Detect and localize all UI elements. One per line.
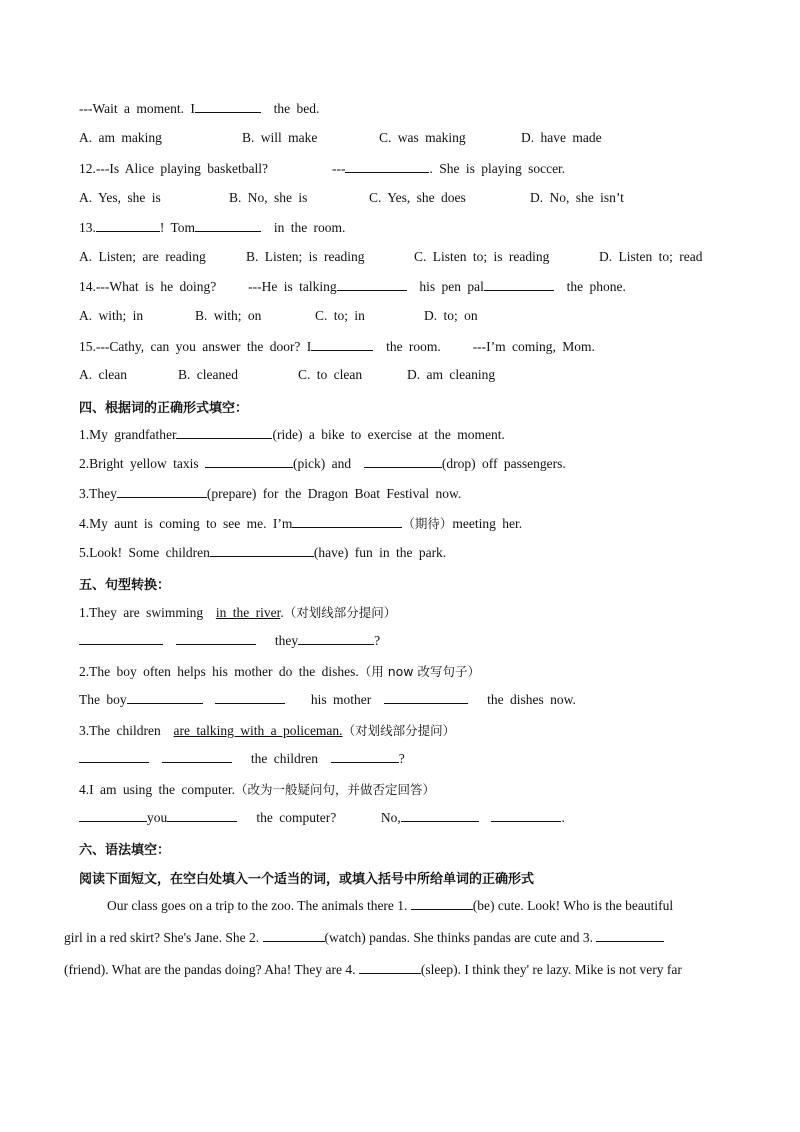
passage-text: (watch) pandas. She thinks pandas are cute and 3. [324,930,597,945]
answer-blank [162,750,232,763]
answer-blank [359,961,421,974]
option-c: C. to; in [315,308,365,323]
answer-blank [79,809,147,822]
section-5-answer-3 [79,750,405,767]
section-5-title: 五、句型转换： [79,578,171,593]
option-c: C. Listen to; is reading [414,249,550,264]
answer-blank [79,750,149,763]
answer-text: the computer? [256,810,337,825]
option-d: D. Listen to; read [599,249,703,264]
section-4-item-1 [79,426,505,443]
answer-blank [176,426,272,439]
answer-blank [596,929,664,942]
underlined-text: in the river [215,605,281,620]
option-b: B. No, she is [229,190,308,205]
section-5-answer-2 [79,691,576,708]
item-text: 4.My aunt is coming to see me. I’m [79,516,293,531]
passage-text: (sleep). I think they' re lazy. Mike is not very far [420,962,682,977]
answer-text: they [274,633,299,648]
answer-blank [127,691,203,704]
sentence-text: 4.I am using the computer. [79,782,235,797]
answer-blank [384,691,468,704]
section-4-title: 四、根据词的正确形式填空： [79,401,249,416]
answer-text: the dishes now. [487,692,576,707]
section-6-instruction: 阅读下面短文，在空白处填入一个适当的词，或填入括号中所给单词的正确形式 [79,872,535,887]
passage-text: Our class goes on a trip to the zoo. The animals there 1. [107,898,411,913]
answer-blank [96,219,160,232]
answer-text: No, [380,810,401,825]
answer-blank [215,691,285,704]
answer-blank [298,632,374,645]
option-a: A. am making [79,130,162,145]
item-text: meeting her. [452,516,523,531]
answer-text: . [561,810,565,825]
answer-blank [364,455,442,468]
instruction-note: （改为一般疑问句，并做否定回答） [234,782,435,797]
question-15-stem [79,338,595,355]
answer-text: ? [398,751,405,766]
answer-text: The boy [79,692,127,707]
sentence-text: 2.The boy often helps his mother do the dishes. [79,664,359,679]
answer-blank [345,160,429,173]
item-text: 5.Look! Some children [79,545,210,560]
option-d: D. to; on [424,308,478,323]
section-5-answer-4 [79,809,565,826]
answer-blank [331,750,399,763]
section-4-item-3 [79,485,461,502]
section-5-sentence-2 [79,662,480,680]
section-6-title: 六、语法填空： [79,843,171,858]
answer-blank [195,100,261,113]
instruction-note: （对划线部分提问） [342,723,456,738]
q11-text-a: ---Wait a moment. I [79,101,195,116]
q15-text-b: the room. [386,339,441,354]
option-a: A. Yes, she is [79,190,161,205]
item-text: (pick) and [293,456,352,471]
sentence-text: 3.The children [79,723,161,738]
option-b: B. will make [242,130,318,145]
passage-line-2 [64,929,724,946]
option-a: A. Listen; are reading [79,249,206,264]
option-c: C. Yes, she does [369,190,466,205]
passage-line-1 [64,897,767,914]
answer-blank [337,278,407,291]
q12-text-b: --- [331,161,346,176]
answer-blank [167,809,237,822]
answer-blank [411,897,473,910]
answer-blank [195,219,261,232]
item-text: (ride) a bike to exercise at the moment. [272,427,505,442]
item-text: (drop) off passengers. [441,456,566,471]
answer-blank [205,455,293,468]
q15-text-a: 15.---Cathy, can you answer the door? I [79,339,312,354]
option-d: D. have made [521,130,602,145]
section-4-item-4 [79,514,522,532]
q14-text-d: the phone. [566,279,626,294]
item-text: 3.They [79,486,117,501]
answer-blank [176,632,256,645]
answer-blank [311,338,373,351]
option-d: D. am cleaning [407,367,496,382]
question-11-stem [79,100,319,117]
question-12-stem [79,160,565,177]
item-text: (prepare) for the Dragon Boat Festival now. [206,486,462,501]
section-5-sentence-3 [79,721,455,739]
q11-text-b: the bed. [273,101,320,116]
q14-text-c: his pen pal [419,279,484,294]
option-a: A. clean [79,367,127,382]
question-13-stem [79,219,345,236]
sentence-text: 1.They are swimming [79,605,204,620]
answer-text: ? [374,633,381,648]
passage-line-3 [64,961,724,978]
underlined-text: are talking with a policeman. [173,723,343,738]
answer-blank [292,515,402,528]
answer-blank [263,929,325,942]
option-b: B. cleaned [178,367,238,382]
question-14-stem [79,278,626,295]
answer-text: his mother [310,692,372,707]
answer-blank [210,544,314,557]
sentence-text: . [280,605,284,620]
section-5-sentence-4 [79,780,435,798]
answer-blank [401,809,479,822]
answer-text: the children [250,751,318,766]
q15-text-c: ---I’m coming, Mom. [472,339,595,354]
section-5-sentence-1 [79,603,396,621]
item-text: 2.Bright yellow taxis [79,456,199,471]
q12-text-c: . She is playing soccer. [429,161,566,176]
answer-text: you [147,810,168,825]
q14-text-a: 14.---What is he doing? [79,279,217,294]
passage-text: girl in a red skirt? She's Jane. She 2. [64,930,263,945]
passage-text: (be) cute. Look! Who is the beautiful [472,898,674,913]
q13-text-a: 13. [79,220,96,235]
option-c: C. was making [379,130,466,145]
q13-text-c: in the room. [273,220,346,235]
item-text: 1.My grandfather [79,427,177,442]
section-4-item-5 [79,544,446,561]
passage-text: (friend). What are the pandas doing? Aha! They are 4. [64,962,359,977]
section-4-item-2 [79,455,566,472]
option-c: C. to clean [298,367,363,382]
option-d: D. No, she isn’t [530,190,624,205]
item-text-chinese: （期待） [402,516,453,531]
option-b: B. with; on [195,308,262,323]
answer-blank [484,278,554,291]
answer-blank [117,485,207,498]
item-text: (have) fun in the park. [313,545,447,560]
instruction-note: （对划线部分提问） [283,605,397,620]
q12-text-a: 12.---Is Alice playing basketball? [79,161,268,176]
q14-text-b: ---He is talking [248,279,337,294]
section-5-answer-1 [79,632,380,649]
q13-text-b: ! Tom [159,220,196,235]
option-b: B. Listen; is reading [246,249,365,264]
answer-blank [491,809,561,822]
option-a: A. with; in [79,308,144,323]
instruction-note: （用 now 改写句子） [358,664,480,679]
answer-blank [79,632,163,645]
